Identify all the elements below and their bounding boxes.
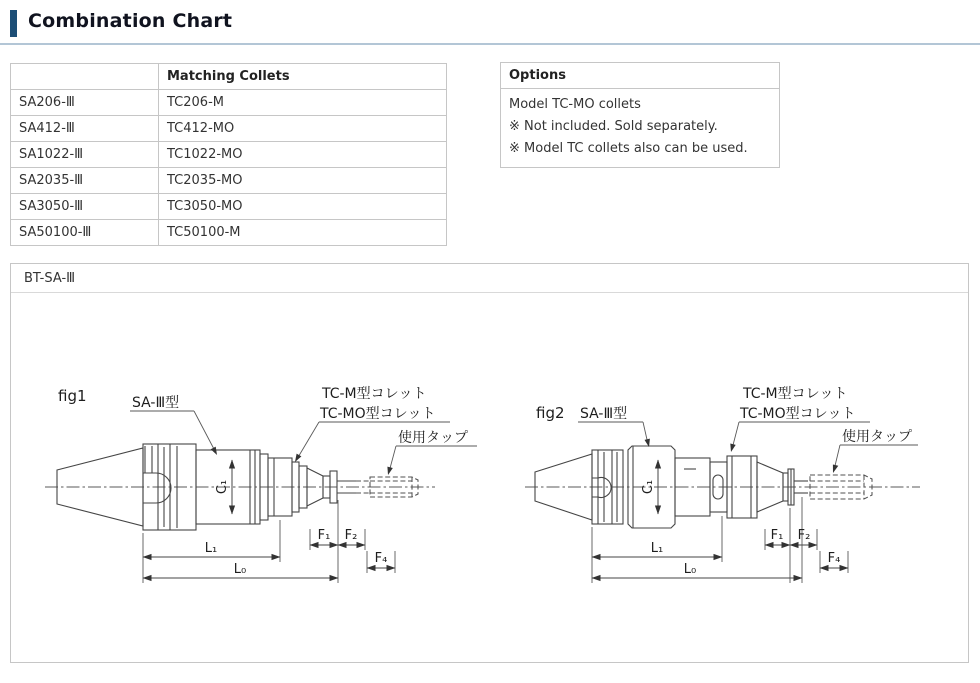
tap-label: 使用タップ <box>842 429 912 445</box>
dim-label-l1: L₁ <box>204 541 218 556</box>
table-header-row <box>11 64 447 90</box>
collet-m-label: TC-M型コレット <box>322 386 427 402</box>
dim-label-l0: L₀ <box>683 562 697 577</box>
fig1-label: fig1 <box>58 387 87 405</box>
model-cell: SA3050-Ⅲ <box>11 194 159 220</box>
collet-type-callout <box>295 385 450 462</box>
collet-cell: TC206-M <box>159 90 447 116</box>
title-accent-bar <box>10 10 17 37</box>
matching-collets-table <box>10 63 447 246</box>
tap-callout <box>833 428 918 473</box>
holder-type-callout <box>578 405 650 447</box>
fig2-label: fig2 <box>536 404 565 422</box>
diagram-panel-title: BT-SA-Ⅲ <box>11 264 968 293</box>
collet-cell: TC1022-MO <box>159 142 447 168</box>
collet-mo-label: TC-MO型コレット <box>320 406 436 422</box>
collet-header-cell: Matching Collets <box>159 64 447 90</box>
holder-type-label: SA-Ⅲ型 <box>132 395 180 411</box>
table-row <box>11 168 447 194</box>
collet-cell: TC412-MO <box>159 116 447 142</box>
model-cell: SA2035-Ⅲ <box>11 168 159 194</box>
table-row <box>11 220 447 246</box>
dim-label-f4: F₄ <box>374 551 388 566</box>
dim-label-l1: L₁ <box>650 541 664 556</box>
diagram-panel <box>10 263 969 663</box>
dimension-lines <box>143 460 395 578</box>
dim-label-f2: F₂ <box>797 528 811 543</box>
model-cell: SA1022-Ⅲ <box>11 142 159 168</box>
dim-label-l0: L₀ <box>233 562 247 577</box>
model-cell: SA412-Ⅲ <box>11 116 159 142</box>
table-row <box>11 142 447 168</box>
fig2-technical-drawing <box>520 380 972 602</box>
holder-type-label: SA-Ⅲ型 <box>580 406 628 422</box>
dim-label-f4: F₄ <box>827 551 841 566</box>
model-cell: SA206-Ⅲ <box>11 90 159 116</box>
page-title: Combination Chart <box>28 10 233 32</box>
collet-mo-label: TC-MO型コレット <box>740 406 856 422</box>
fig1-technical-drawing <box>40 380 500 602</box>
dim-label-c1: C₁ <box>641 479 656 495</box>
dim-label-f2: F₂ <box>344 528 358 543</box>
options-description: Model TC-MO collets <box>509 97 641 112</box>
tap-callout <box>387 429 477 475</box>
options-panel-title: Options <box>501 63 779 89</box>
options-panel-body <box>501 89 779 167</box>
table-row <box>11 116 447 142</box>
tap-outline <box>810 475 872 499</box>
table-row <box>11 194 447 220</box>
dim-label-f1: F₁ <box>770 528 784 543</box>
table-row <box>11 90 447 116</box>
dim-label-c1: C₁ <box>215 479 230 495</box>
collet-cell: TC2035-MO <box>159 168 447 194</box>
dim-label-f1: F₁ <box>317 528 331 543</box>
model-cell: SA50100-Ⅲ <box>11 220 159 246</box>
options-panel <box>500 62 780 168</box>
collet-m-label: TC-M型コレット <box>743 386 848 402</box>
model-header-cell <box>11 64 159 90</box>
options-note: ※ Not included. Sold separately. <box>509 119 718 134</box>
collet-cell: TC3050-MO <box>159 194 447 220</box>
header-rule <box>0 43 980 45</box>
collet-cell: TC50100-M <box>159 220 447 246</box>
options-note: ※ Model TC collets also can be used. <box>509 141 748 156</box>
tap-label: 使用タップ <box>398 430 468 446</box>
